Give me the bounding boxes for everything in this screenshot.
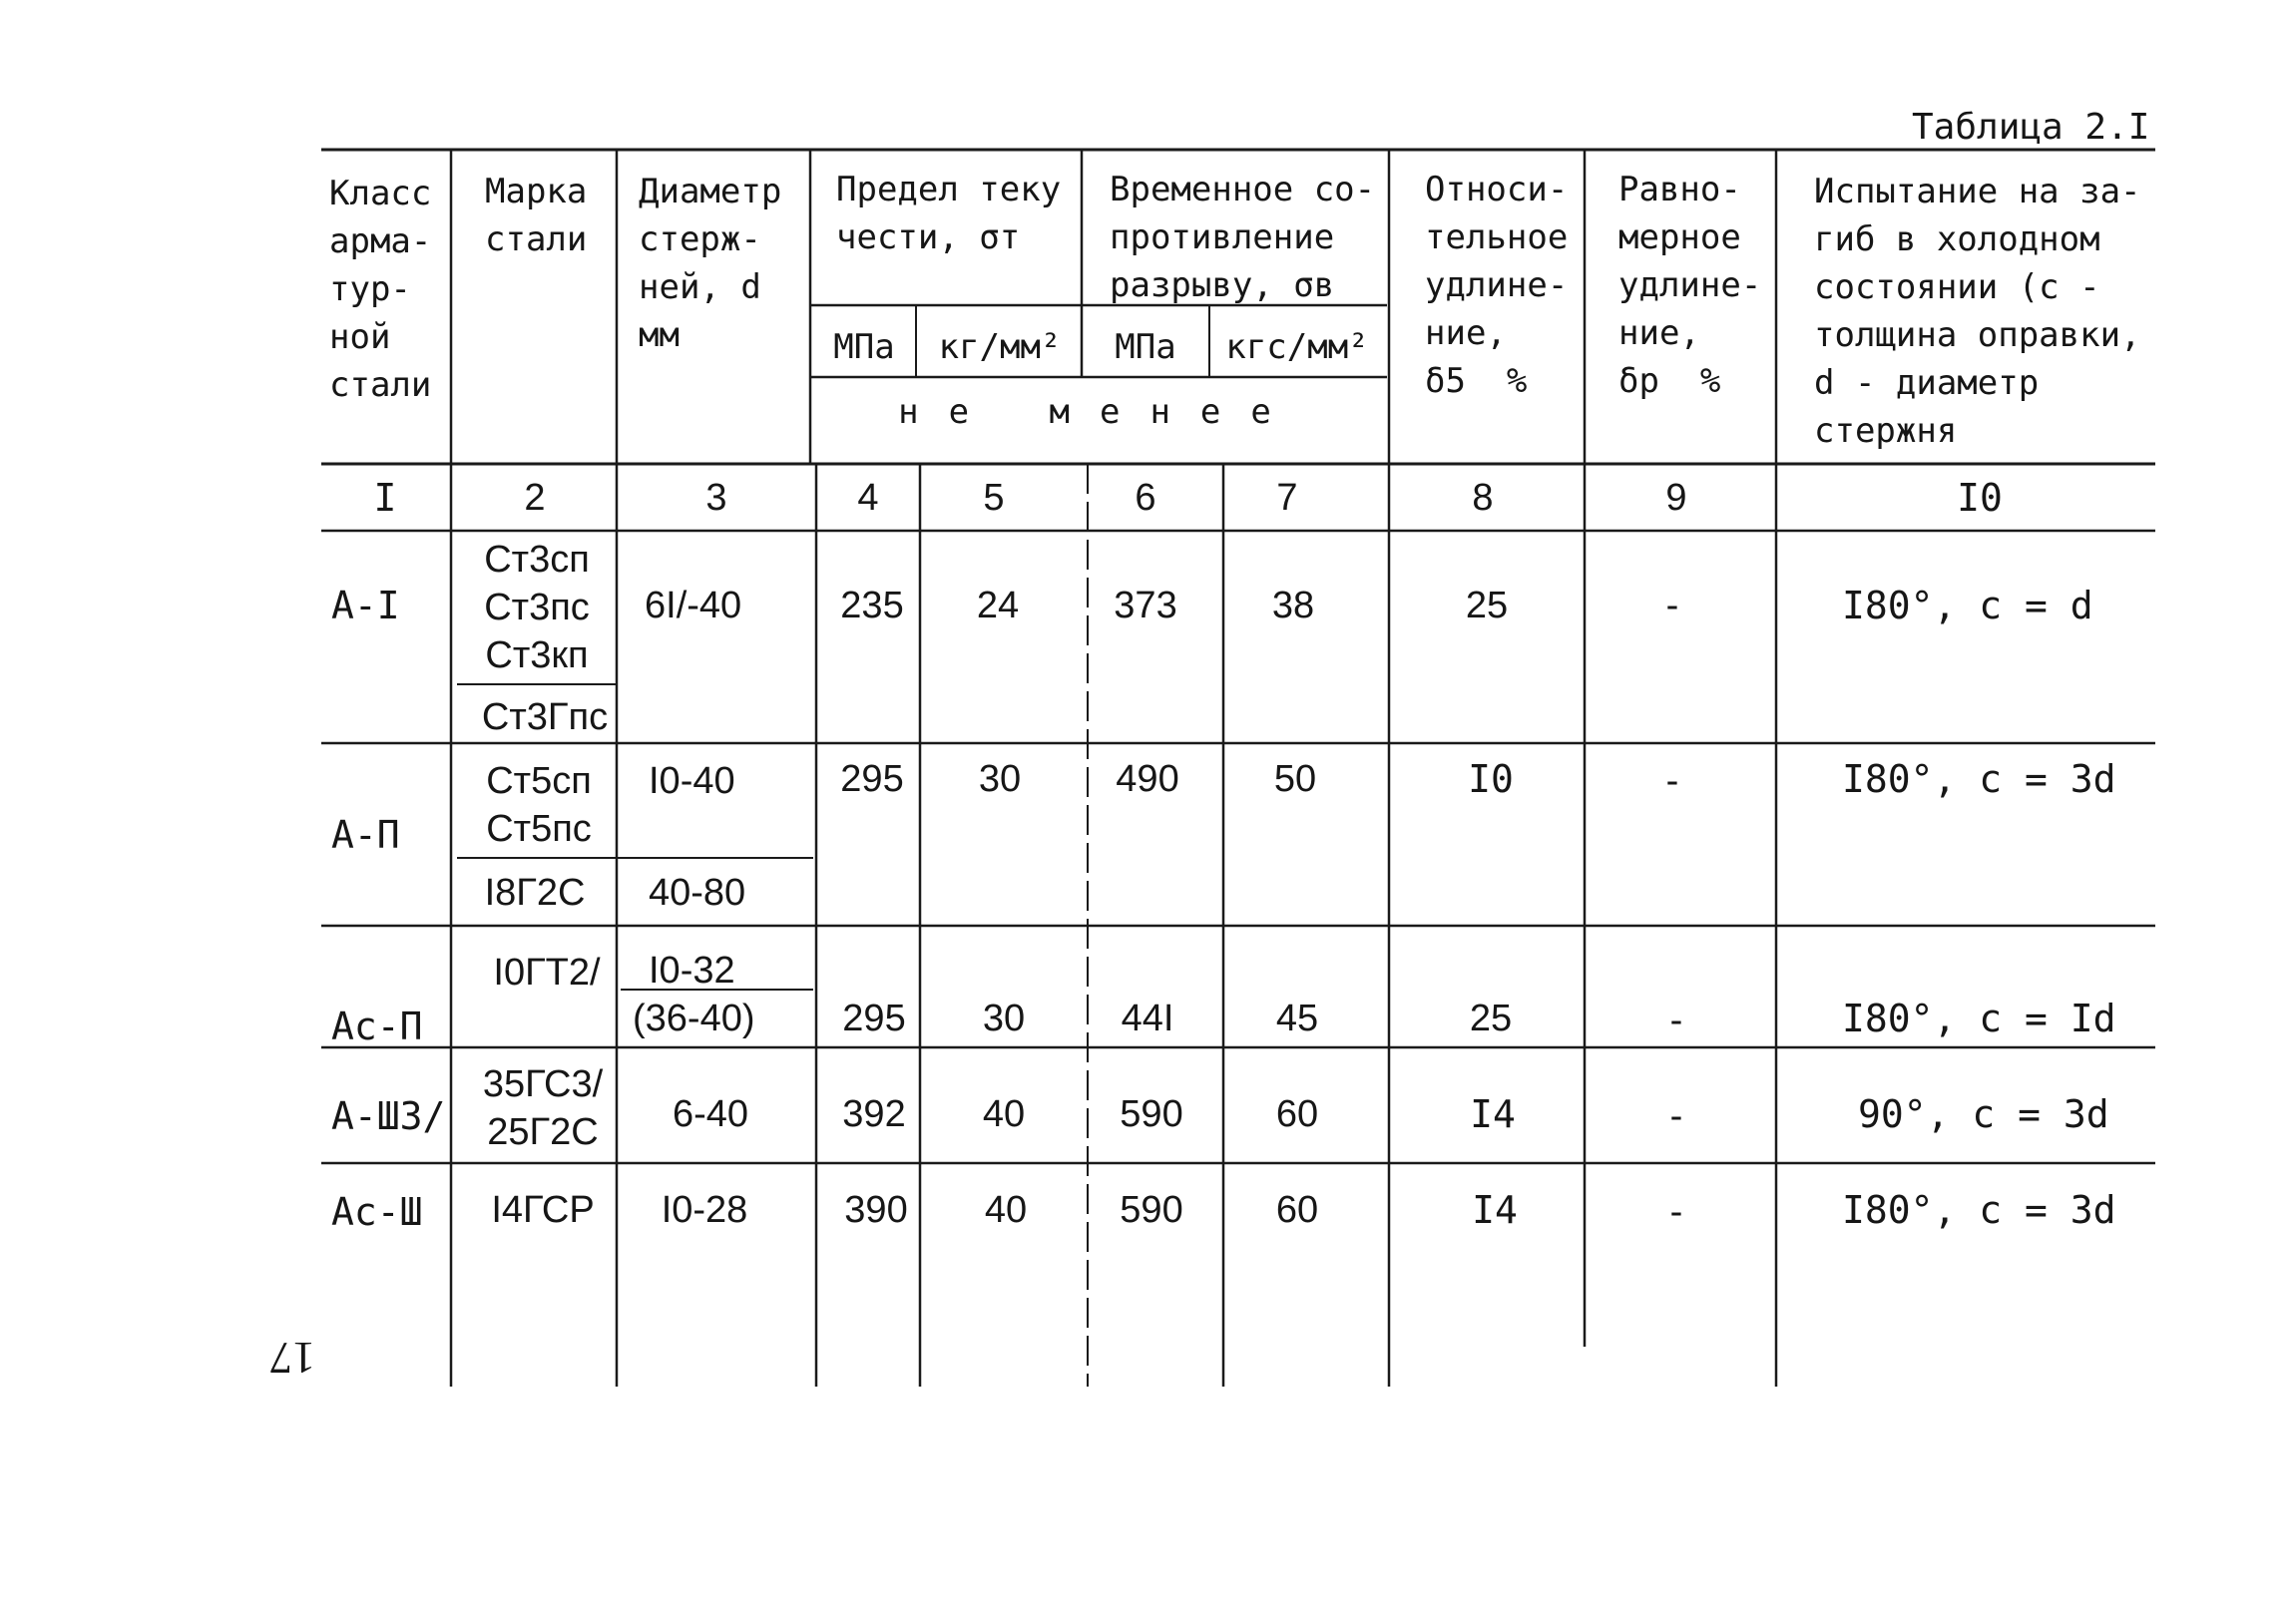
diameter-a2-extra: 40-80 (649, 872, 746, 914)
value-a3-6: 590 (1120, 1093, 1183, 1135)
header-uniform: Равно- мерное удлине- ние, δр % (1618, 170, 1762, 401)
diameter-a3: 6-40 (672, 1093, 749, 1135)
grade-a2-extra: I8Г2С (484, 872, 586, 914)
col-number-4: 4 (857, 477, 879, 519)
value-ac2-9: - (1669, 1000, 1683, 1041)
value-ac2-7: 45 (1275, 998, 1319, 1039)
value-ac2-4: 295 (842, 998, 906, 1039)
value-a1-8: 25 (1465, 585, 1509, 626)
col-number-5: 5 (983, 477, 1005, 519)
bend-ac2: I80°, с = Id (1842, 997, 2116, 1040)
grade-a3-1: 35ГС3/ (482, 1063, 604, 1105)
value-ac3-4: 390 (844, 1189, 908, 1231)
grade-a1-1: Ст3сп (484, 539, 590, 581)
table-title: Таблица 2.I (1912, 107, 2150, 148)
col-number-10: I0 (1957, 476, 2003, 520)
header-grade: Марка стали (485, 172, 588, 259)
header-bend: Испытание на за- гиб в холодном состоянии (с - толщина оправки, d - диаметр стержня (1814, 172, 2141, 451)
value-a1-6: 373 (1114, 585, 1177, 626)
grade-a3-2: 25Г2С (487, 1111, 599, 1153)
unit-mpa-tensile: МПа (1115, 327, 1176, 367)
class-ac3: Ас-Ш (331, 1190, 423, 1234)
header-tensile: Временное со- противление разрыву, σв (1110, 170, 1376, 305)
value-a3-8: I4 (1470, 1092, 1516, 1136)
value-a2-6: 490 (1116, 758, 1179, 800)
value-a3-4: 392 (842, 1093, 906, 1135)
value-ac3-5: 40 (984, 1189, 1028, 1231)
grade-a2-1: Ст5сп (486, 760, 592, 802)
value-a1-5: 24 (976, 585, 1020, 626)
diameter-a2: I0-40 (649, 760, 735, 802)
diameter-a1: 6I/-40 (645, 585, 742, 626)
col-number-6: 6 (1135, 477, 1156, 519)
value-a1-9: - (1665, 585, 1679, 626)
class-a2: А-П (331, 813, 400, 857)
header-elongation: Относи- тельное удлине- ние, δ5 % (1425, 170, 1569, 401)
value-a1-4: 235 (840, 585, 904, 626)
unit-kg-yield: кг/мм² (938, 327, 1062, 367)
bend-a1: I80°, с = d (1842, 584, 2093, 627)
header-class: Класс арма- тур- ной стали (329, 174, 432, 405)
grade-ac2: I0ГТ2/ (493, 952, 601, 994)
col-number-9: 9 (1665, 477, 1687, 519)
value-a2-9: - (1665, 760, 1679, 802)
bend-ac3: I80°, с = 3d (1842, 1188, 2116, 1232)
value-ac2-5: 30 (982, 998, 1026, 1039)
diameter-ac3: I0-28 (661, 1189, 748, 1231)
value-a2-5: 30 (978, 758, 1022, 800)
grade-a1-3: Ст3кп (485, 634, 589, 676)
value-ac3-6: 590 (1120, 1189, 1183, 1231)
not-less-label: не менее (898, 392, 1301, 432)
diameter-ac2: I0-32 (649, 950, 735, 992)
col-number-2: 2 (524, 477, 546, 519)
value-ac2-6: 44I (1121, 998, 1174, 1039)
grade-a1-extra: Ст3Гпс (481, 696, 609, 738)
class-a3: А-Ш3/ (331, 1094, 446, 1138)
value-ac2-8: 25 (1469, 998, 1513, 1039)
value-a2-7: 50 (1273, 758, 1317, 800)
value-ac3-7: 60 (1275, 1189, 1319, 1231)
class-a1: А-I (331, 584, 400, 627)
diameter-ac2-extra: (36-40) (633, 998, 755, 1039)
value-a3-9: - (1669, 1095, 1683, 1137)
col-number-8: 8 (1472, 477, 1494, 519)
value-ac3-8: I4 (1472, 1188, 1518, 1232)
value-a3-7: 60 (1275, 1093, 1319, 1135)
bend-a3: 90°, с = 3d (1858, 1092, 2109, 1136)
col-number-7: 7 (1276, 477, 1298, 519)
class-ac2: Ас-П (331, 1005, 423, 1048)
value-a2-8: I0 (1468, 757, 1514, 801)
value-a1-7: 38 (1271, 585, 1315, 626)
page-number: 17 (269, 1333, 315, 1384)
value-a3-5: 40 (982, 1093, 1026, 1135)
col-number-1: I (373, 476, 397, 520)
grade-a1-2: Ст3пс (484, 587, 590, 628)
col-number-3: 3 (705, 477, 727, 519)
header-yield: Предел теку чести, σт (836, 170, 1062, 257)
unit-mpa-yield: МПа (833, 327, 895, 367)
grade-ac3: I4ГСР (491, 1189, 595, 1231)
value-a2-4: 295 (840, 758, 904, 800)
header-diameter: Диаметр стерж- ней, d мм (639, 172, 782, 355)
unit-kg-tensile: кгс/мм² (1225, 327, 1369, 367)
value-ac3-9: - (1669, 1191, 1683, 1233)
grade-a2-2: Ст5пс (486, 808, 592, 850)
bend-a2: I80°, с = 3d (1842, 757, 2116, 801)
